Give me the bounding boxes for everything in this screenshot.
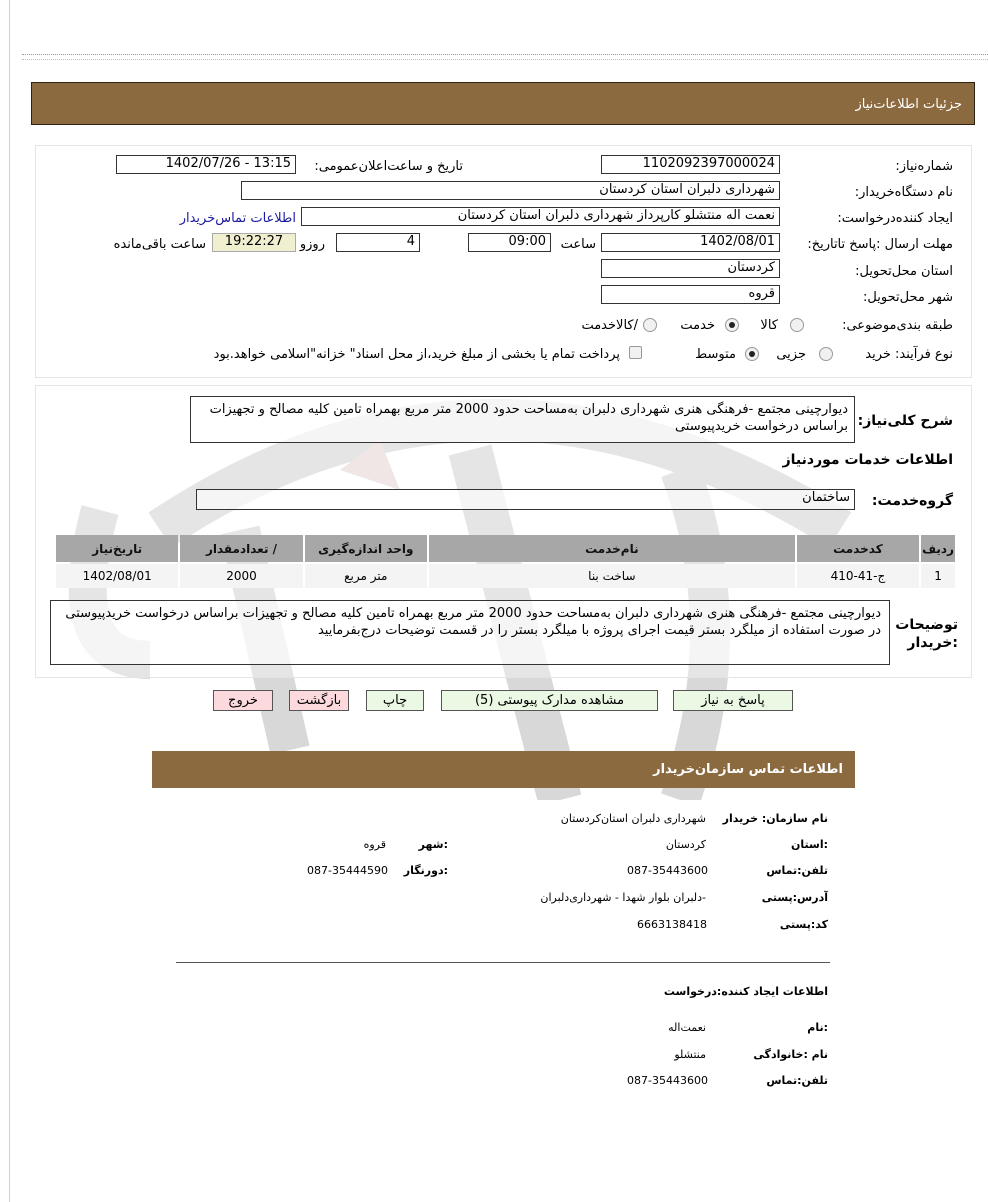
summary-label: شرح کلی‌نیاز: xyxy=(857,413,953,429)
cell-need-date: 1402/08/01 xyxy=(56,564,178,588)
deadline-label: مهلت ارسال :پاسخ تا‌تاریخ: xyxy=(807,237,953,252)
respond-button[interactable]: پاسخ به نیاز xyxy=(673,690,793,711)
cell-unit: متر مربع xyxy=(305,564,427,588)
contact-header-bar xyxy=(152,751,855,788)
back-button[interactable]: بازگشت xyxy=(289,690,349,711)
page-header-bar xyxy=(31,82,975,125)
days-label: روزو xyxy=(299,237,325,252)
summary-text: دیوارچینی مجتمع -فرهنگی هنری شهرداری دلبران به‌مساحت حدود 2000 متر مربع بهمراه تامین کلیه مصالح و تجهیزات براساس درخواست خریدپیوستی xyxy=(190,396,855,443)
col-service-name: نام‌خدمت xyxy=(429,535,795,562)
cell-service-code: ج-41-410 xyxy=(797,564,919,588)
category-option-service: خدمت xyxy=(680,318,715,333)
creator-last-name-label: نام :خانوادگی xyxy=(753,1048,828,1061)
category-option-goods: کالا xyxy=(760,318,778,333)
buyer-notes-box xyxy=(50,600,890,665)
category-label: طبقه بندی‌موضوعی: xyxy=(842,318,953,333)
contact-phone-label: تلفن:تماس xyxy=(766,864,828,877)
deadline-time-field: 09:00 xyxy=(468,233,551,252)
need-number-label: شماره‌نیاز: xyxy=(895,159,953,174)
contact-title: اطلاعات تماس سازمان‌خریدار xyxy=(653,762,843,777)
process-option-minor: جزیی xyxy=(776,347,806,362)
cell-quantity: 2000 xyxy=(180,564,302,588)
col-row: ردیف xyxy=(921,535,955,562)
category-option-both: /کالاخدمت xyxy=(581,318,638,333)
process-label: نوع فرآیند: خرید xyxy=(865,347,953,362)
creator-field: نعمت اله منتشلو کارپرداز شهرداری دلبران استان کردستان xyxy=(301,207,780,226)
contact-city-value: قروه xyxy=(363,838,386,851)
service-group-label: گروه‌خدمت: xyxy=(871,493,953,509)
announce-label: تاریخ و ساعت‌اعلان‌عمومی: xyxy=(314,159,463,174)
cell-service-name: ساخت بنا xyxy=(429,564,795,588)
creator-label: ایجاد کننده‌درخواست: xyxy=(837,211,953,226)
process-radio-minor[interactable] xyxy=(819,347,833,361)
page-title: جزئیات اطلاعات‌نیاز xyxy=(855,97,962,112)
services-table-wrapper xyxy=(54,533,957,590)
col-need-date: تاریخ‌نیاز xyxy=(56,535,178,562)
services-table xyxy=(54,533,957,590)
exit-button[interactable]: خروج xyxy=(213,690,273,711)
view-attachments-button[interactable]: مشاهده مدارک پیوستی (5) xyxy=(441,690,658,711)
col-unit: واحد اندازه‌گیری xyxy=(305,535,427,562)
remaining-label: ساعت باقی‌مانده xyxy=(113,237,206,252)
section-divider xyxy=(176,962,830,963)
contact-fax-value: 087-35444590 xyxy=(307,864,388,877)
process-radio-medium[interactable] xyxy=(745,347,759,361)
buyer-org-field: شهرداری دلبران استان کردستان xyxy=(241,181,780,200)
contact-address-value: -دلبران بلوار شهدا - شهرداری‌دلبران xyxy=(540,891,706,904)
province-label: استان محل‌تحویل: xyxy=(855,264,953,279)
deadline-time-label: ساعت xyxy=(560,237,596,252)
contact-org-label: نام سازمان: خریدار xyxy=(722,812,828,825)
need-number-field: 1102092397000024 xyxy=(601,155,780,174)
countdown-timer: 19:22:27 xyxy=(212,233,296,252)
contact-org-value: شهرداری دلبران استان‌کردستان xyxy=(560,812,706,825)
creator-info-title: اطلاعات ایجاد کننده:درخواست xyxy=(663,985,828,998)
treasury-checkbox-label: پرداخت تمام یا بخشی از مبلغ خرید،از محل اسناد" خزانه"اسلامی خواهد.بود xyxy=(213,347,620,362)
creator-last-name-value: منتشلو xyxy=(674,1048,706,1061)
category-radio-goods[interactable] xyxy=(790,318,804,332)
creator-phone-value: 087-35443600 xyxy=(627,1074,708,1087)
treasury-checkbox[interactable] xyxy=(629,346,642,359)
contact-address-label: آدرس:پستی xyxy=(761,891,828,904)
buyer-contact-link[interactable]: اطلاعات تماس‌خریدار xyxy=(179,211,296,226)
category-radio-service[interactable] xyxy=(725,318,739,332)
days-remaining-field: 4 xyxy=(336,233,420,252)
col-service-code: کدخدمت xyxy=(797,535,919,562)
contact-province-value: کردستان xyxy=(665,838,706,851)
contact-province-label: :استان xyxy=(791,838,828,851)
province-field: کردستان xyxy=(601,259,780,278)
process-option-medium: متوسط xyxy=(695,347,736,362)
deadline-date-field: 1402/08/01 xyxy=(601,233,780,252)
contact-city-label: :شهر xyxy=(418,838,448,851)
buyer-notes-label: توضیحات :خریدار xyxy=(895,617,958,651)
city-field: قروه xyxy=(601,285,780,304)
buyer-notes-line2: در صورت استفاده از میلگرد بستر قیمت اجرای پروژه با میلگرد بستر را در قسمت توضیحات درج‌بفرمایید xyxy=(317,623,881,638)
services-heading: اطلاعات خدمات موردنیاز xyxy=(782,452,953,468)
cell-row: 1 xyxy=(921,564,955,588)
table-row xyxy=(56,564,955,588)
service-group-field: ساختمان xyxy=(196,489,855,510)
announce-field: 1402/07/26 - 13:15 xyxy=(116,155,296,174)
contact-fax-label: :دورنگار xyxy=(403,864,448,877)
creator-first-name-value: نعمت‌اله xyxy=(668,1021,706,1034)
top-separator xyxy=(22,54,988,60)
contact-postal-label: کد:پستی xyxy=(779,918,828,931)
need-info-panel xyxy=(35,145,972,378)
buyer-notes-line1: دیوارچینی مجتمع -فرهنگی هنری شهرداری دلبران به‌مساحت حدود 2000 متر مربع بهمراه تامین کلیه مصالح و تجهیزات براساس درخواست خریدپیوستی xyxy=(65,606,881,621)
creator-first-name-label: :نام xyxy=(807,1021,828,1034)
buyer-org-label: نام دستگاه‌خریدار: xyxy=(854,185,953,200)
contact-phone-value: 087-35443600 xyxy=(627,864,708,877)
creator-phone-label: تلفن:تماس xyxy=(766,1074,828,1087)
contact-postal-value: 6663138418 xyxy=(637,918,707,931)
left-border-rule xyxy=(9,0,10,1202)
city-label: شهر محل‌تحویل: xyxy=(863,290,953,305)
col-quantity: / تعدادمقدار xyxy=(180,535,302,562)
print-button[interactable]: چاپ xyxy=(366,690,424,711)
category-radio-both[interactable] xyxy=(643,318,657,332)
